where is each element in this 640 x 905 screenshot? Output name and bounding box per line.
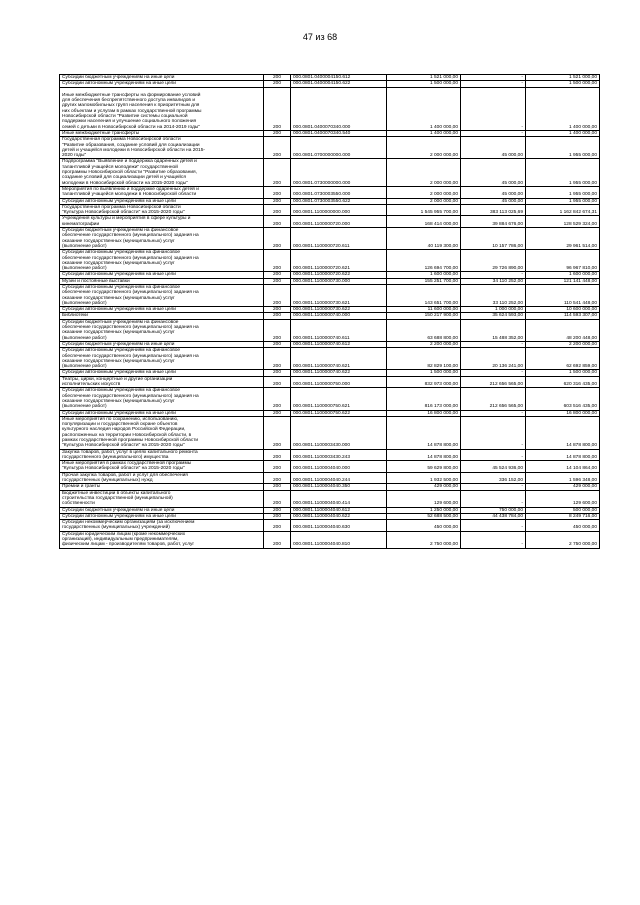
row-remaining-amount: 129 600,00: [526, 490, 600, 507]
row-code: 200: [264, 81, 291, 87]
row-executed-amount: -: [461, 410, 526, 416]
row-remaining-amount: 48 200 448,00: [526, 319, 600, 341]
row-classification-code: 000.0801.1100000750.000: [291, 376, 387, 388]
row-remaining-amount: 128 529 324,00: [526, 216, 600, 228]
row-code: 200: [264, 130, 291, 136]
row-name-text: Субсидии бюджетным учреждениям на финансовое обеспечение государственного (муниципального) задания на оказание государственных (муниципальных) услуг (выполнение работ): [62, 319, 199, 341]
row-approved-amount: 2 000 000,00: [387, 159, 461, 186]
row-code: 200: [264, 531, 291, 548]
table-row: [60, 159, 600, 186]
row-remaining-amount: 1 955 000,00: [526, 186, 600, 198]
row-classification-code: 000.0801.1100000720.621: [291, 250, 387, 272]
row-classification-code: 000.0801.0400070340.000: [291, 87, 387, 130]
row-executed-amount: 35 624 593,00: [461, 313, 526, 319]
row-remaining-amount: 1 500 000,00: [526, 370, 600, 376]
table-row: [60, 416, 600, 449]
row-classification-code: 000.0801.1100004040.350: [291, 484, 387, 490]
row-approved-amount: 14 878 800,00: [387, 416, 461, 449]
row-code: 200: [264, 87, 291, 130]
row-remaining-amount: 1 596 348,00: [526, 472, 600, 484]
row-executed-amount: 44 438 784,00: [461, 513, 526, 519]
row-name-text: Субсидии бюджетным учреждениям на иные цели: [62, 341, 175, 347]
row-classification-code: 000.0801.1100000740.621: [291, 348, 387, 370]
table-row: [60, 348, 600, 370]
table-row: [60, 204, 600, 216]
row-classification-code: 000.0801.1100000730.000: [291, 278, 387, 284]
table-row: [60, 250, 600, 272]
row-name-text: Иные мероприятия по сохранению, использованию, популяризации и государственной охране объектов культурного наследия народов Российской Федерации, расположенных на территории Новосибирской области, в рамках государственной программы Новосибирской области "Культура Новосибирской области" на 2015-2020 годы": [62, 416, 199, 449]
row-name-text: Бюджетные инвестиции в объекты капитального строительства государственной (муниципальной) собственности: [62, 490, 173, 507]
row-remaining-amount: 1 955 000,00: [526, 198, 600, 204]
table-row: [60, 388, 600, 410]
row-code: 200: [264, 449, 291, 461]
row-approved-amount: 450 000,00: [387, 520, 461, 532]
row-name: [60, 388, 264, 410]
row-classification-code: 000.0801.0730000000.000: [291, 159, 387, 186]
row-remaining-amount: 121 141 448,00: [526, 278, 600, 284]
row-executed-amount: -: [461, 449, 526, 461]
row-remaining-amount: 620 316 435,00: [526, 376, 600, 388]
row-name-text: Субсидии автономным учреждениям на иные цели: [62, 81, 176, 87]
row-classification-code: 000.0801.1100004040.414: [291, 490, 387, 507]
row-name-text: Субсидии бюджетным учреждениям на иные цели: [62, 507, 175, 513]
table-row: [60, 284, 600, 306]
row-name-text: Субсидии юридическим лицам (кроме некоммерческих организаций), индивидуальным предпринимателям, физическим лицам - производителям товаров, работ, услуг: [62, 531, 195, 548]
row-name-text: Субсидии автономным учреждениям на иные цели: [62, 370, 176, 376]
row-code: 200: [264, 472, 291, 484]
row-approved-amount: 63 688 800,00: [387, 319, 461, 341]
row-executed-amount: 45 000,00: [461, 198, 526, 204]
row-executed-amount: -: [461, 75, 526, 81]
row-code: 200: [264, 520, 291, 532]
row-executed-amount: -: [461, 484, 526, 490]
row-approved-amount: 40 119 300,00: [387, 228, 461, 250]
row-classification-code: 000.0801.1100000720.611: [291, 228, 387, 250]
row-remaining-amount: 2 750 000,00: [526, 531, 600, 548]
row-name-text: Субсидии автономным учреждениям на финансовое обеспечение государственного (муниципального) задания на оказание государственных (муниципальных) услуг (выполнение работ): [62, 388, 199, 410]
row-remaining-amount: 110 541 448,00: [526, 284, 600, 306]
table-row: [60, 376, 600, 388]
row-approved-amount: 16 800 000,00: [387, 410, 461, 416]
row-remaining-amount: 114 593 307,00: [526, 313, 600, 319]
row-name: [60, 472, 264, 484]
row-name-text: Субсидии бюджетным учреждениям на иные цели: [62, 75, 175, 80]
row-remaining-amount: 1 955 000,00: [526, 137, 600, 159]
row-name: [60, 250, 264, 272]
row-classification-code: 000.0801.1100000740.000: [291, 313, 387, 319]
row-executed-amount: 383 113 025,69: [461, 204, 526, 216]
row-name-text: Субсидии автономным учреждениям на иные цели: [62, 410, 176, 416]
table-row: [60, 472, 600, 484]
row-name: [60, 416, 264, 449]
row-classification-code: 000.0801.1100004040.612: [291, 507, 387, 513]
row-approved-amount: 168 414 000,00: [387, 216, 461, 228]
row-code: 200: [264, 228, 291, 250]
row-code: 200: [264, 137, 291, 159]
row-executed-amount: -: [461, 81, 526, 87]
row-approved-amount: 429 000,00: [387, 484, 461, 490]
row-name-text: Государственная программа Новосибирской области "Развитие образования, создание условий для социализации детей и учащейся молодежи в Новосибирской области на 2015- 2020 годы": [62, 137, 205, 159]
row-approved-amount: 1 400 000,00: [387, 87, 461, 130]
row-code: 200: [264, 376, 291, 388]
row-classification-code: 000.0801.1100000720.000: [291, 216, 387, 228]
row-approved-amount: 126 694 700,00: [387, 250, 461, 272]
row-executed-amount: 39 884 676,00: [461, 216, 526, 228]
row-approved-amount: 832 973 000,00: [387, 376, 461, 388]
row-name-text: Театры, цирки, концертные и другие организации исполнительских искусств: [62, 376, 173, 388]
row-approved-amount: 143 651 700,00: [387, 284, 461, 306]
row-remaining-amount: 96 967 810,00: [526, 250, 600, 272]
row-remaining-amount: 1 400 000,00: [526, 87, 600, 130]
row-approved-amount: 1 545 955 700,00: [387, 204, 461, 216]
row-name: [60, 228, 264, 250]
row-remaining-amount: 450 000,00: [526, 520, 600, 532]
row-executed-amount: 10 157 786,00: [461, 228, 526, 250]
row-remaining-amount: 1 500 000,00: [526, 81, 600, 87]
row-executed-amount: 33 110 252,00: [461, 284, 526, 306]
row-name: [60, 159, 264, 186]
budget-table: [59, 74, 600, 549]
table-row: [60, 490, 600, 507]
row-name: [60, 461, 264, 473]
row-approved-amount: 14 878 800,00: [387, 449, 461, 461]
row-name-text: Государственная программа Новосибирской области "Культура Новосибирской области" на 2015-2020 годы": [62, 204, 185, 216]
page-number: 47 из 68: [302, 32, 338, 42]
row-remaining-amount: 14 878 800,00: [526, 449, 600, 461]
row-executed-amount: -: [461, 520, 526, 532]
row-code: 200: [264, 159, 291, 186]
row-remaining-amount: 14 104 864,00: [526, 461, 600, 473]
row-name-text: Субсидии автономным учреждениям на финансовое обеспечение государственного (муниципального) задания на оказание государственных (муниципальных) услуг (выполнение работ): [62, 284, 199, 306]
row-name: [60, 348, 264, 370]
row-remaining-amount: 1 400 000,00: [526, 130, 600, 136]
row-code: 200: [264, 484, 291, 490]
table-row: [60, 87, 600, 130]
row-code: 200: [264, 461, 291, 473]
row-classification-code: 000.0801.1100000740.611: [291, 319, 387, 341]
table-row: [60, 216, 600, 228]
row-remaining-amount: 10 600 000,00: [526, 307, 600, 313]
row-code: 200: [264, 513, 291, 519]
row-approved-amount: 1 250 000,00: [387, 507, 461, 513]
row-name: [60, 319, 264, 341]
row-executed-amount: -: [461, 130, 526, 136]
row-remaining-amount: 1 521 000,00: [526, 75, 600, 81]
row-approved-amount: 2 000 000,00: [387, 137, 461, 159]
row-executed-amount: 212 656 565,00: [461, 388, 526, 410]
row-name-text: Подпрограмма "Выявление и поддержка одаренных детей и талантливой учащейся молодежи" государственной программы Новосибирской области "Развитие образования, создание условий для социализации детей и учащейся молодежи в Новосибирской области на 2015-2020 годы": [62, 159, 197, 186]
row-code: 200: [264, 416, 291, 449]
row-executed-amount: -: [461, 490, 526, 507]
budget-table-body: [60, 75, 600, 549]
row-classification-code: 000.0801.1100003430.243: [291, 449, 387, 461]
row-name: [60, 531, 264, 548]
row-code: 200: [264, 216, 291, 228]
row-executed-amount: -: [461, 370, 526, 376]
row-remaining-amount: 500 000,00: [526, 507, 600, 513]
row-remaining-amount: 14 878 800,00: [526, 416, 600, 449]
row-approved-amount: 2 000 000,00: [387, 186, 461, 198]
row-name-text: Иные мероприятия в рамках государственной программы "Культура Новосибирской области" на 2015-2020 годы": [62, 461, 192, 472]
row-executed-amount: 15 488 352,00: [461, 319, 526, 341]
table-row: [60, 137, 600, 159]
row-executed-amount: 212 656 565,00: [461, 376, 526, 388]
table-row: [60, 507, 600, 513]
row-approved-amount: 59 629 800,00: [387, 461, 461, 473]
row-name-text: Субсидии автономным учреждениям на финансовое обеспечение государственного (муниципального) задания на оказание государственных (муниципальных) услуг (выполнение работ): [62, 348, 199, 370]
row-classification-code: 000.0801.1100000720.622: [291, 272, 387, 278]
row-name: [60, 520, 264, 532]
row-name: [60, 137, 264, 159]
row-name-text: Субсидии автономным учреждениям на финансовое обеспечение государственного (муниципального) задания на оказание государственных (муниципальных) услуг (выполнение работ): [62, 250, 199, 272]
row-classification-code: 000.0801.1100004040.000: [291, 461, 387, 473]
row-classification-code: 000.0801.1100000740.612: [291, 341, 387, 347]
row-code: 200: [264, 250, 291, 272]
row-approved-amount: 1 932 500,00: [387, 472, 461, 484]
row-name-text: Закупка товаров, работ, услуг в целях капитального ремонта государственного (муниципального) имущества: [62, 449, 198, 460]
row-code: 200: [264, 341, 291, 347]
row-approved-amount: 82 829 100,00: [387, 348, 461, 370]
row-classification-code: 000.0801.0400004150.612: [291, 75, 387, 81]
row-remaining-amount: 1 600 000,00: [526, 272, 600, 278]
row-approved-amount: 2 200 000,00: [387, 341, 461, 347]
row-name-text: Музеи и постоянные выставки: [62, 278, 130, 284]
row-approved-amount: 1 500 000,00: [387, 370, 461, 376]
row-name-text: Премии и гранты: [62, 484, 101, 490]
row-approved-amount: 52 688 500,00: [387, 513, 461, 519]
row-name-text: Субсидии некоммерческим организациям (за исключением государственных (муниципальных) учреждений): [62, 520, 195, 531]
row-executed-amount: -: [461, 416, 526, 449]
row-code: 200: [264, 284, 291, 306]
table-row: [60, 531, 600, 548]
row-code: 200: [264, 388, 291, 410]
row-approved-amount: 1 521 000,00: [387, 75, 461, 81]
row-code: 200: [264, 272, 291, 278]
row-name: [60, 490, 264, 507]
table-row: [60, 461, 600, 473]
row-name: [60, 284, 264, 306]
table-row: [60, 319, 600, 341]
row-classification-code: 000.0801.0730003550.000: [291, 186, 387, 198]
row-remaining-amount: 429 000,00: [526, 484, 600, 490]
row-classification-code: 000.0801.1100000750.621: [291, 388, 387, 410]
row-code: 200: [264, 313, 291, 319]
row-remaining-amount: 62 692 859,00: [526, 348, 600, 370]
row-code: 200: [264, 410, 291, 416]
row-executed-amount: 34 110 252,00: [461, 278, 526, 284]
row-name: [60, 87, 264, 130]
row-classification-code: 000.0801.1100003430.000: [291, 416, 387, 449]
row-approved-amount: 155 251 700,00: [387, 278, 461, 284]
row-remaining-amount: 603 516 435,00: [526, 388, 600, 410]
row-executed-amount: -: [461, 531, 526, 548]
row-classification-code: 000.0801.0400070340.540: [291, 130, 387, 136]
row-approved-amount: 2 750 000,00: [387, 531, 461, 548]
row-code: 200: [264, 507, 291, 513]
row-classification-code: 000.0801.1100000730.621: [291, 284, 387, 306]
row-code: 200: [264, 75, 291, 81]
row-remaining-amount: 8 249 716,00: [526, 513, 600, 519]
row-approved-amount: 2 000 000,00: [387, 198, 461, 204]
row-executed-amount: 45 000,00: [461, 186, 526, 198]
row-classification-code: 000.0801.1100004040.244: [291, 472, 387, 484]
row-code: 200: [264, 204, 291, 216]
row-executed-amount: 29 726 890,00: [461, 250, 526, 272]
row-classification-code: 000.0801.0400004150.622: [291, 81, 387, 87]
row-name-text: Субсидии автономным учреждениям на иные цели: [62, 307, 176, 313]
row-name-text: Учреждения культуры и мероприятия в сфере культуры и кинематографии: [62, 216, 191, 227]
row-classification-code: 000.0801.1100004040.630: [291, 520, 387, 532]
row-classification-code: 000.0801.0730003550.622: [291, 198, 387, 204]
row-executed-amount: 45 000,00: [461, 137, 526, 159]
row-code: 200: [264, 186, 291, 198]
table-row: [60, 520, 600, 532]
row-name-text: Субсидии бюджетным учреждениям на финансовое обеспечение государственного (муниципального) задания на оказание государственных (муниципальных) услуг (выполнение работ): [62, 228, 199, 249]
row-code: 200: [264, 198, 291, 204]
table-row: [60, 228, 600, 250]
row-classification-code: 000.0801.1100000000.000: [291, 204, 387, 216]
row-executed-amount: 1 000 000,00: [461, 307, 526, 313]
row-approved-amount: 129 600,00: [387, 490, 461, 507]
row-executed-amount: 750 000,00: [461, 507, 526, 513]
row-remaining-amount: 29 961 514,00: [526, 228, 600, 250]
row-classification-code: 000.0801.1100004040.622: [291, 513, 387, 519]
row-approved-amount: 150 217 900,00: [387, 313, 461, 319]
row-approved-amount: 1 400 000,00: [387, 130, 461, 136]
row-classification-code: 000.0801.1100000750.622: [291, 410, 387, 416]
table-row: [60, 513, 600, 519]
row-executed-amount: 336 152,00: [461, 472, 526, 484]
row-name-text: Субсидии автономным учреждениям на иные цели: [62, 198, 176, 204]
row-name-text: Субсидии автономным учреждениям на иные цели: [62, 272, 176, 278]
row-remaining-amount: 16 800 000,00: [526, 410, 600, 416]
row-code: 200: [264, 370, 291, 376]
row-name-text: Прочая закупка товаров, работ и услуг для обеспечения государственных (муниципальных) нужд: [62, 472, 188, 484]
table-row: [60, 449, 600, 461]
row-approved-amount: 1 600 000,00: [387, 272, 461, 278]
row-name: [60, 186, 264, 198]
row-classification-code: 000.0801.0700000000.000: [291, 137, 387, 159]
row-code: 200: [264, 348, 291, 370]
row-remaining-amount: 1 162 842 674,31: [526, 204, 600, 216]
row-executed-amount: -: [461, 272, 526, 278]
row-remaining-amount: 2 200 000,00: [526, 341, 600, 347]
row-name-text: Субсидии автономным учреждениям на иные цели: [62, 513, 176, 519]
row-executed-amount: -: [461, 341, 526, 347]
row-name-text: Иные межбюджетные трансферты на формирование условий для обеспечения беспрепятственного доступа инвалидов и других маломобильных групп населения к приоритетным для них объектам и услугам в рамках государственной программы Новосибирской области "Развитие системы социальной поддержки населения и улучшение социального положения семей с детьми в Новосибирской области на 2014-2019 годы": [62, 92, 202, 130]
row-name-text: Библиотеки: [62, 313, 88, 319]
row-code: 200: [264, 307, 291, 313]
table-row: [60, 198, 600, 204]
row-executed-amount: -: [461, 87, 526, 130]
row-name: [60, 376, 264, 388]
row-classification-code: 000.0801.1100004040.810: [291, 531, 387, 548]
row-executed-amount: 45 000,00: [461, 159, 526, 186]
row-name: [60, 216, 264, 228]
row-executed-amount: 45 524 936,00: [461, 461, 526, 473]
row-name: [60, 204, 264, 216]
row-classification-code: 000.0801.1100000730.622: [291, 307, 387, 313]
row-name: [60, 449, 264, 461]
row-code: 200: [264, 490, 291, 507]
row-executed-amount: 20 136 241,00: [461, 348, 526, 370]
row-code: 200: [264, 319, 291, 341]
row-name-text: Иные межбюджетные трансферты: [62, 130, 140, 136]
row-name-text: Мероприятия по выявлению и поддержке одаренных детей и талантливой учащейся молодежи в Новосибирской области: [62, 186, 199, 198]
row-remaining-amount: 1 955 000,00: [526, 159, 600, 186]
table-row: [60, 186, 600, 198]
row-approved-amount: 816 173 000,00: [387, 388, 461, 410]
row-classification-code: 000.0801.1100000740.622: [291, 370, 387, 376]
row-approved-amount: 11 600 000,00: [387, 307, 461, 313]
row-approved-amount: 1 500 000,00: [387, 81, 461, 87]
row-code: 200: [264, 278, 291, 284]
